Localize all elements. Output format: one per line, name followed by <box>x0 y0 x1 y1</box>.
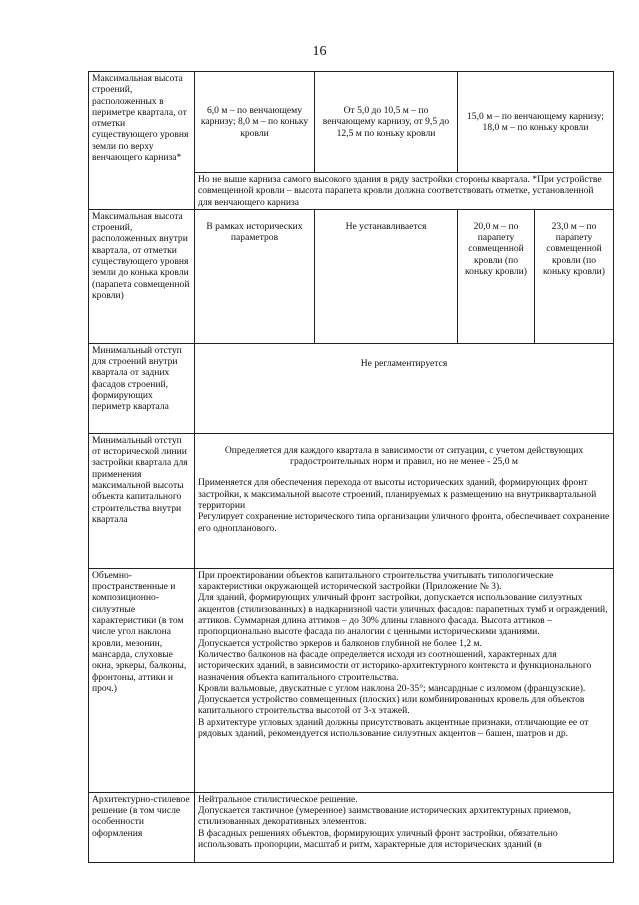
cell-value: 20,0 м – по парапету совмещенной кровли (по коньку кровли) <box>458 209 535 343</box>
cell-value <box>195 792 614 862</box>
table-row <box>89 72 614 173</box>
cell-value: 15,0 м – по венчающему карнизу; 18,0 м – по коньку кровли <box>458 72 614 173</box>
cell-value: 23,0 м – по парапету совмещенной кровли (по коньку кровли) <box>535 209 614 343</box>
cell-value: Не регламентируется <box>195 343 614 433</box>
offset-note: Регулирует сохранение исторического типа организации уличного фронта, обеспечивает сохранение его однопланового. <box>198 511 610 534</box>
paragraph: При проектировании объектов капитального строительства учитывать типологические характеристики окружающей исторической застройки (Приложение № 3). <box>198 569 554 593</box>
cell-note: Но не выше карниза самого высокого здания в ряду застройки стороны квартала. *При устройстве совмещенной кровли – высота парапета кровли должна соответствовать отметке, установленной для венчающего карниза <box>195 173 614 210</box>
row-label-style: Архитектурно-стилевое решение (в том числе особенности оформления <box>89 792 195 862</box>
cell-value: От 5,0 до 10,5 м – по венчающему карнизу, от 9,5 до 12,5 м по коньку кровли <box>315 72 458 173</box>
cell-value: В рамках исторических параметров <box>195 209 315 343</box>
table-row <box>89 568 614 792</box>
paragraph: В фасадных решениях объектов, формирующих уличный фронт застройки, обязательно использовать пропорции, масштаб и ритм, характерные для исторических зданий (в <box>198 827 558 851</box>
paragraph: В архитектуре угловых зданий должны присутствовать акцентные признаки, отличающие ее от рядовых зданий, рекомендуется использование силуэтных акцентов – башен, шатров и др. <box>198 716 589 740</box>
table-row <box>89 792 614 862</box>
row-label-min-offset-inside: Минимальный отступ для строений внутри квартала от задних фасадов строений, формирующих периметр квартала <box>89 343 195 433</box>
offset-value: Определяется для каждого квартала в зависимости от ситуации, с учетом действующих градостроительных норм и правил, но не менее - 25,0 м <box>224 444 584 468</box>
offset-note: Применяется для обеспечения перехода от высоты исторических зданий, формирующих фронт застройки, к максимальной высоте строений, планируемых к размещению на внутриквартальной территории <box>198 477 597 512</box>
row-label-max-height-perimeter: Максимальная высота строений, расположенных в периметре квартала, от отметки существующего уровня земли по верху венчающего карниза* <box>89 72 195 210</box>
row-label-min-offset-line: Минимальный отступ от исторической линии застройки квартала для применения максимальной высоты объекта капитального строительства внутри квартала <box>89 433 195 568</box>
cell-value: 6,0 м – по венчающему карнизу; 8,0 м – по коньку кровли <box>195 72 315 173</box>
cell-value: Не устанавливается <box>315 209 458 343</box>
table-row <box>89 343 614 433</box>
paragraph: Нейтральное стилистическое решение. <box>198 793 358 805</box>
row-label-max-height-inside: Максимальная высота строений, расположенных внутри квартала, от отметки существующего уровня земли до конька кровли (парапета совмещенной кровли) <box>89 209 195 343</box>
row-label-volumetric: Объемно-пространственные и композиционно-силуэтные характеристики (в том числе угол наклона кровли, мезонин, мансарда, слуховые окна, эркеры, балконы, фронтоны, аттики и проч.) <box>89 568 195 792</box>
cell-value <box>195 568 614 792</box>
table-row <box>89 209 614 343</box>
table-row <box>89 433 614 568</box>
paragraph: Кровли вальмовые, двускатные с углом наклона 20-35°; мансардные с изломом (французские). <box>198 682 586 694</box>
regulations-table <box>88 71 614 863</box>
paragraph: Для зданий, формирующих уличный фронт застройки, допускается использование силуэтных акцентов (стилизованных) в надкарнизной части уличных фасадов: парапетных тумб и ограждений, аттиков. Суммарная длина аттиков – до 30% длины главного фасада. Высота аттиков – пропорционально высоте фасада по аналогии с ценными историческими зданиями. <box>198 592 608 638</box>
page-number: 16 <box>312 44 327 59</box>
cell-value <box>195 433 614 568</box>
paragraph: Допускается тактичное (умеренное) заимствование исторических архитектурных приемов, стилизованных декоративных элементов. <box>198 805 572 828</box>
paragraph: Допускается устройство эркеров и балконов глубиной не более 1,2 м. <box>198 637 482 649</box>
paragraph: Допускается устройство совмещенных (плоских) или комбинированных кровель для объектов капитального строительства высотой от 3-х этажей. <box>198 694 585 717</box>
paragraph: Количество балконов на фасаде определяется исходя из соотношений, характерных для исторических зданий, в зависимости от историко-архитектурного контекста и функционального назначения объекта капитального строительства. <box>198 648 592 683</box>
